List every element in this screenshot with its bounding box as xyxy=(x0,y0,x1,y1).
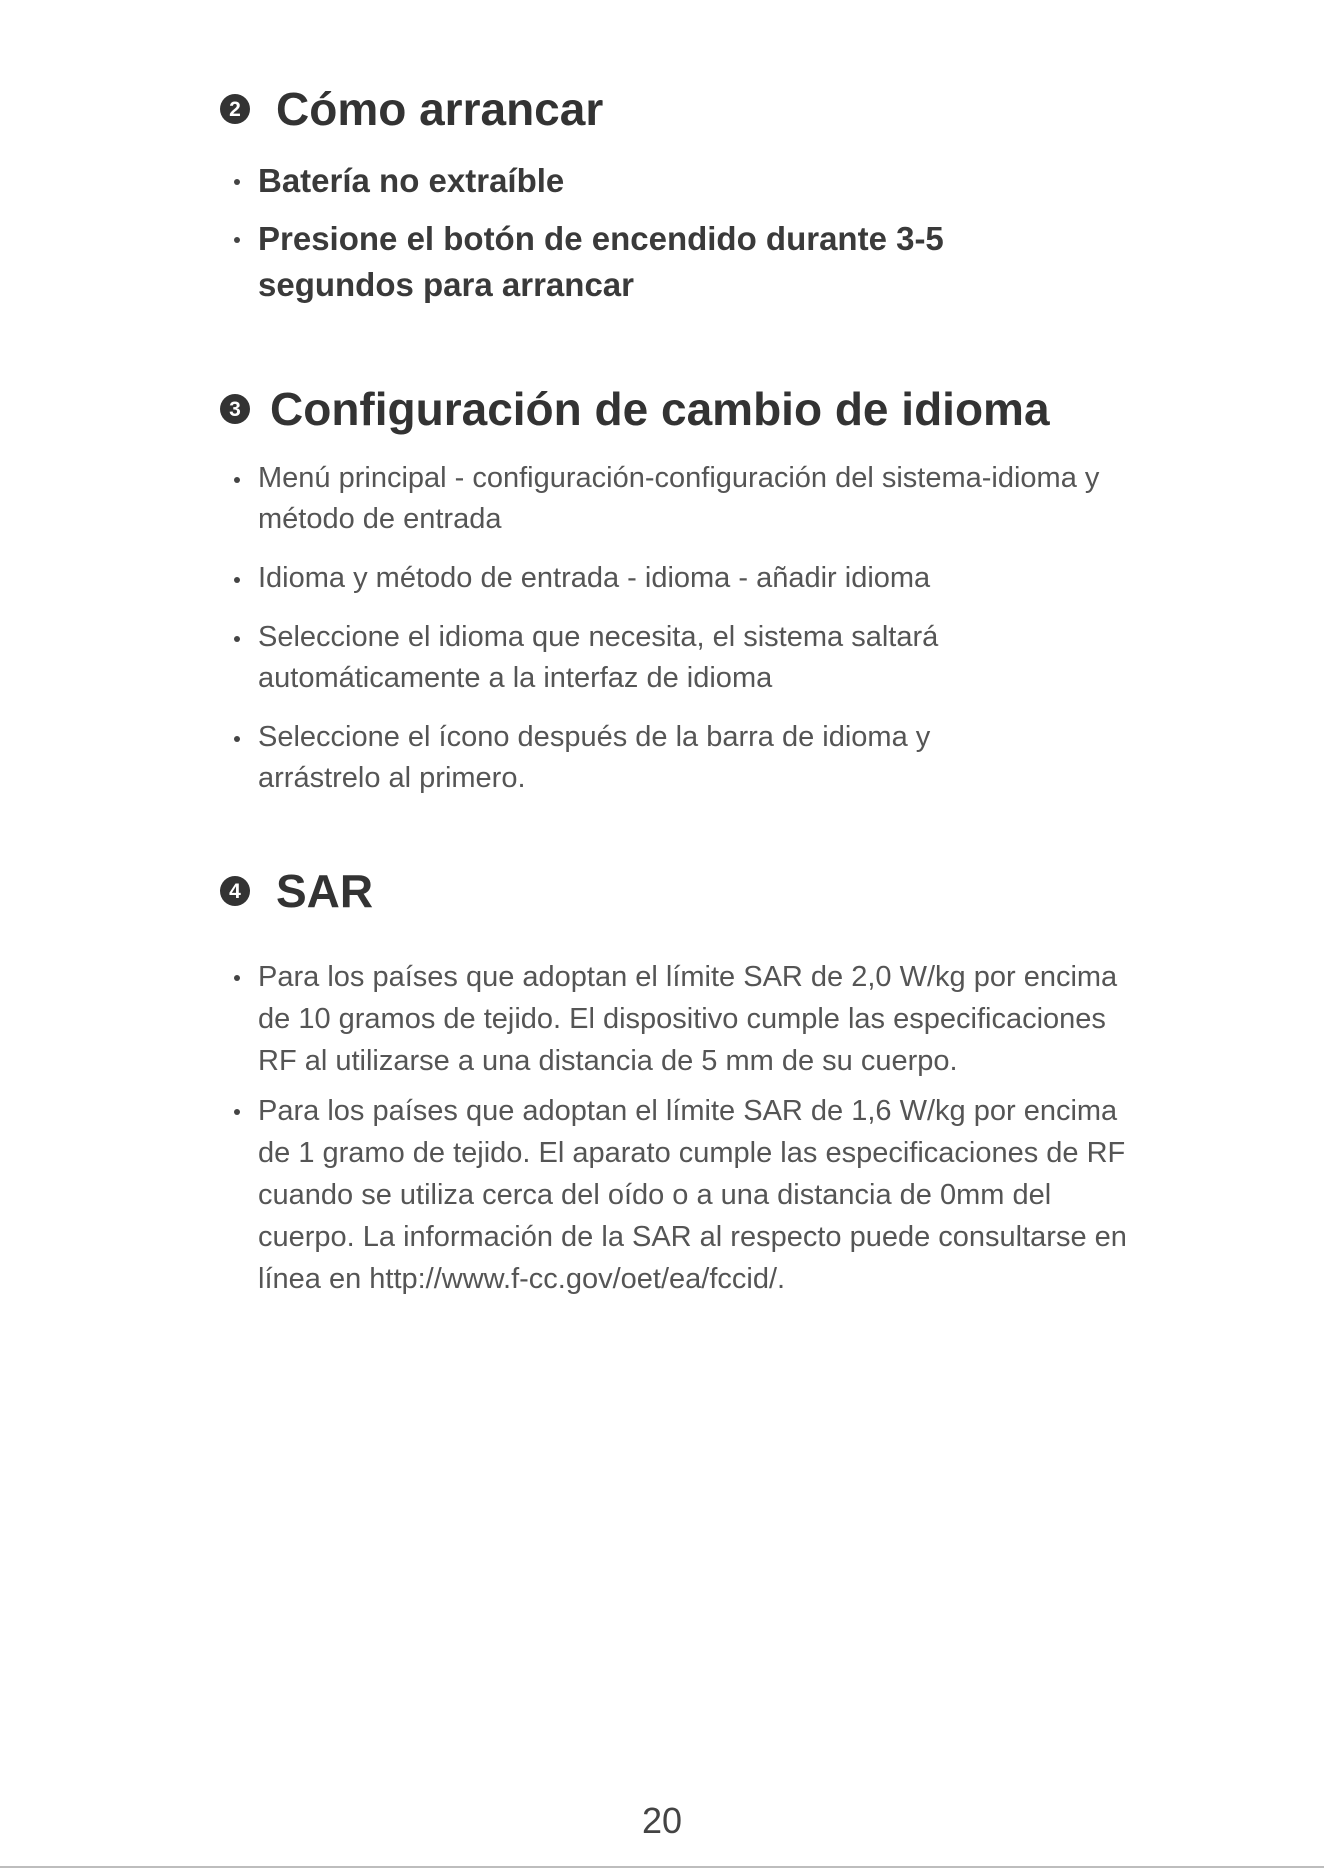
number-badge: 3 xyxy=(220,394,250,424)
list-item: Menú principal - configuración-configuración del sistema-idioma y método de entrada xyxy=(220,458,1138,540)
section-heading xyxy=(220,864,1140,918)
list-item: Para los países que adoptan el límite SAR de 2,0 W/kg por encima de 10 gramos de tejido. El dispositivo cumple las especificaciones RF al utilizarse a una distancia de 5 mm de su cuerpo. xyxy=(220,956,1140,1082)
number-badge: 4 xyxy=(220,876,250,906)
section-heading xyxy=(220,82,1140,136)
list-item: Para los países que adoptan el límite SAR de 1,6 W/kg por encima de 1 gramo de tejido. El aparato cumple las especificaciones de RF cuando se utiliza cerca del oído o a una distancia de 0mm del cuerpo. La información de la SAR al respecto puede consultarse en línea en http://www.f-cc.gov/oet/ea/fccid/. xyxy=(220,1090,1140,1300)
bullet-list xyxy=(220,956,1140,1300)
section-how-to-start xyxy=(220,82,1140,320)
bullet-list xyxy=(220,458,1140,799)
section-title: Cómo arrancar xyxy=(276,83,604,135)
list-item: Presione el botón de encendido durante 3-5 segundos para arrancar xyxy=(220,216,1058,308)
bullet-list xyxy=(220,158,1140,308)
bottom-divider xyxy=(0,1866,1324,1868)
section-sar xyxy=(220,864,1140,1308)
section-title: SAR xyxy=(276,865,374,917)
list-item: Batería no extraíble xyxy=(220,158,1140,204)
section-title: Configuración de cambio de idioma xyxy=(270,383,1050,435)
number-badge: 2 xyxy=(220,94,250,124)
list-item: Idioma y método de entrada - idioma - añadir idioma xyxy=(220,558,1140,599)
page-number: 20 xyxy=(641,1800,683,1841)
section-language-settings xyxy=(220,382,1140,817)
section-heading xyxy=(220,382,1140,436)
list-item: Seleccione el idioma que necesita, el sistema saltará automáticamente a la interfaz de idioma xyxy=(220,617,1048,699)
list-item: Seleccione el ícono después de la barra de idioma y arrástrelo al primero. xyxy=(220,717,1048,799)
